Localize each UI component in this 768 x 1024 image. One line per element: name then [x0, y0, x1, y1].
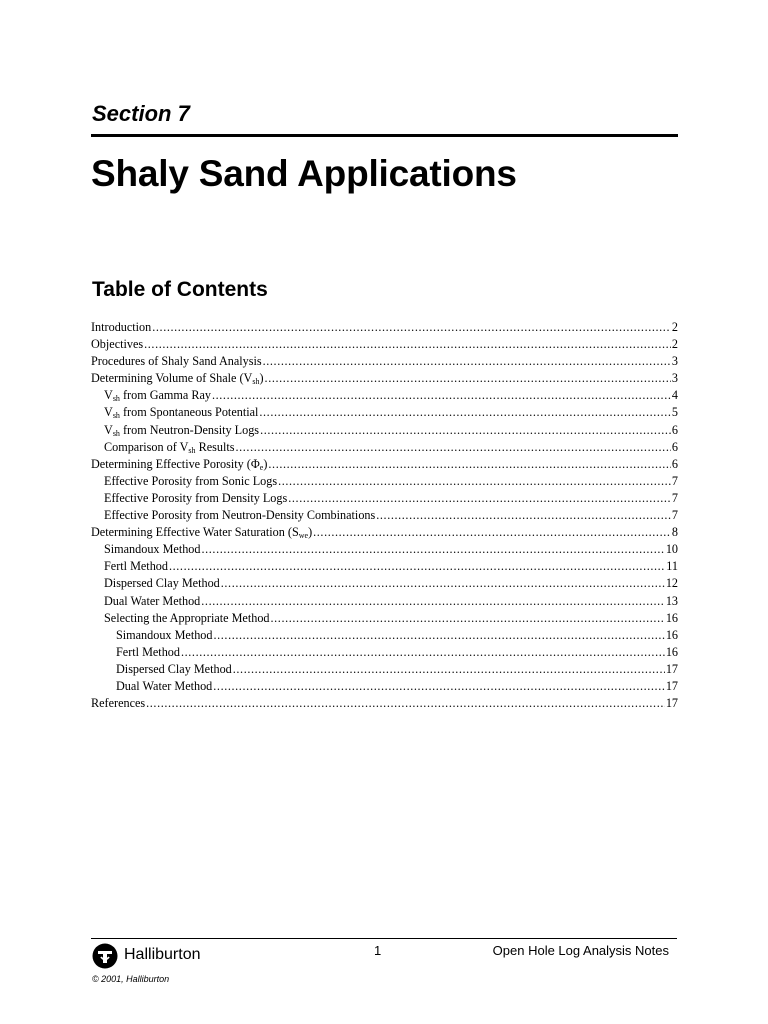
toc-page-number: 13: [665, 593, 678, 608]
copyright-notice: © 2001, Halliburton: [92, 974, 170, 984]
toc-entry-text: Introduction: [91, 320, 152, 334]
toc-page-number: 6: [671, 439, 678, 454]
toc-page-number: 11: [666, 559, 678, 574]
toc-entry-title: [104, 490, 287, 507]
toc-page-number: 17: [665, 696, 678, 711]
toc-entry-title: [104, 541, 200, 558]
toc-entry-text-suffix: from Neutron-Density Logs: [119, 422, 260, 437]
toc-entry[interactable]: [91, 678, 678, 695]
toc-page-number: 7: [671, 473, 678, 488]
toc-entry-text: Fertl Method: [104, 559, 168, 574]
toc-dot-leader: [201, 593, 665, 610]
toc-page-number: 2: [671, 320, 678, 334]
toc-entry[interactable]: [91, 661, 678, 678]
toc-entry-title: [104, 473, 277, 490]
toc-entry-text: Dispersed Clay Method: [104, 576, 220, 591]
toc-entry-subscript: sh: [188, 445, 196, 455]
toc-dot-leader: [288, 490, 671, 507]
toc-page-number: 4: [671, 388, 678, 403]
section-label: Section 7: [92, 101, 190, 126]
toc-entry-text: Dual Water Method: [116, 678, 213, 693]
toc-dot-leader: [263, 353, 671, 370]
toc-entry-title: [91, 456, 267, 473]
toc-entry-text-suffix: from Gamma Ray: [119, 388, 211, 403]
toc-page-number: 3: [671, 354, 678, 369]
toc-entry[interactable]: [91, 593, 678, 610]
toc-entry-text: Dual Water Method: [104, 593, 201, 608]
toc-entry[interactable]: [91, 473, 678, 490]
toc-entry-title: [104, 404, 258, 421]
toc-entry-title: [91, 336, 143, 353]
toc-page-number: 17: [665, 678, 678, 693]
toc-entry-text: Comparison of V: [104, 439, 189, 454]
toc-entry[interactable]: [91, 490, 678, 507]
toc-entry-title: [104, 387, 211, 404]
toc-dot-leader: [213, 627, 664, 644]
footer-rule: [91, 938, 677, 939]
toc-dot-leader: [278, 473, 671, 490]
toc-entry[interactable]: [91, 558, 678, 575]
toc-entry-text: Effective Porosity from Density Logs: [104, 490, 288, 505]
toc-entry-title: [91, 319, 151, 336]
toc-entry-title: [91, 353, 262, 370]
toc-entry-title: [91, 370, 264, 387]
toc-entry[interactable]: [91, 610, 678, 627]
toc-dot-leader: [260, 422, 671, 439]
toc-entry[interactable]: [91, 353, 678, 370]
toc-page-number: 7: [671, 490, 678, 505]
toc-dot-leader: [376, 507, 671, 524]
toc-entry-text: Selecting the Appropriate Method: [104, 610, 270, 625]
toc-entry[interactable]: [91, 524, 678, 541]
toc-dot-leader: [271, 610, 665, 627]
toc-entry-text: Fertl Method: [116, 644, 180, 659]
toc-dot-leader: [152, 319, 671, 336]
toc-dot-leader: [146, 695, 665, 712]
toc-heading: Table of Contents: [92, 278, 268, 301]
toc-entry-text-suffix: Results: [195, 439, 235, 454]
toc-dot-leader: [213, 678, 665, 695]
toc-entry-title: [104, 507, 375, 524]
toc-entry-title: [116, 678, 212, 695]
toc-entry-subscript: sh: [112, 411, 120, 421]
toc-entry-title: [104, 575, 220, 592]
toc-page-number: 17: [665, 661, 678, 676]
toc-entry[interactable]: [91, 387, 678, 404]
toc-entry-subscript: we: [298, 531, 309, 541]
toc-entry[interactable]: [91, 507, 678, 524]
toc-entry[interactable]: [91, 541, 678, 558]
title-rule: [91, 134, 678, 137]
toc-entry[interactable]: [91, 695, 678, 712]
toc-entry-text: Effective Porosity from Sonic Logs: [104, 473, 278, 488]
toc-entry[interactable]: [91, 404, 678, 421]
toc-page-number: 6: [671, 422, 678, 437]
toc-entry-title: [116, 644, 180, 661]
toc-page-number: 2: [671, 337, 678, 352]
toc-dot-leader: [181, 644, 665, 661]
toc-entry-text-suffix: ): [263, 456, 268, 471]
toc-entry-title: [104, 439, 234, 456]
toc-entry-title: [104, 593, 200, 610]
toc-entry[interactable]: [91, 456, 678, 473]
toc-entry-title: [116, 627, 212, 644]
toc-entry[interactable]: [91, 439, 678, 456]
toc-dot-leader: [144, 336, 671, 353]
toc-dot-leader: [268, 456, 671, 473]
toc-page-number: 3: [671, 371, 678, 386]
toc-page-number: 12: [665, 576, 678, 591]
toc-entry-text: V: [104, 422, 113, 437]
toc-entry-text: Dispersed Clay Method: [116, 661, 232, 676]
toc-entry-title: [104, 558, 168, 575]
toc-entry-title: [91, 695, 145, 712]
table-of-contents: [91, 319, 678, 712]
toc-entry-text: Determining Volume of Shale (V: [91, 371, 253, 386]
toc-dot-leader: [201, 541, 664, 558]
toc-entry-text: Determining Effective Water Saturation (S: [91, 525, 299, 540]
toc-page-number: 8: [671, 525, 678, 540]
toc-entry[interactable]: [91, 575, 678, 592]
toc-entry-text: References: [91, 696, 146, 711]
toc-entry-text-suffix: ): [308, 525, 313, 540]
toc-entry-title: [116, 661, 232, 678]
toc-entry-subscript: sh: [112, 428, 120, 438]
toc-entry-text: V: [104, 405, 113, 420]
toc-page-number: 16: [665, 610, 678, 625]
toc-entry-text: Simandoux Method: [116, 627, 213, 642]
toc-entry[interactable]: [91, 319, 678, 336]
toc-entry[interactable]: [91, 422, 678, 439]
company-name: Halliburton: [124, 946, 201, 963]
halliburton-logo-icon: [92, 943, 118, 969]
toc-entry-text: Determining Effective Porosity (Φ: [91, 456, 260, 471]
toc-entry-text: V: [104, 388, 113, 403]
toc-entry[interactable]: [91, 336, 678, 353]
toc-entry-subscript: sh: [112, 394, 120, 404]
toc-entry[interactable]: [91, 627, 678, 644]
toc-dot-leader: [169, 558, 665, 575]
toc-page-number: 16: [665, 644, 678, 659]
toc-entry-text: Simandoux Method: [104, 542, 201, 557]
toc-entry-subscript: e: [259, 462, 264, 472]
page-number: 1: [374, 943, 382, 958]
toc-entry-title: [91, 524, 312, 541]
toc-dot-leader: [313, 524, 671, 541]
toc-entry[interactable]: [91, 644, 678, 661]
toc-page-number: 10: [665, 542, 678, 557]
toc-entry[interactable]: [91, 370, 678, 387]
toc-page-number: 5: [671, 405, 678, 420]
toc-dot-leader: [235, 439, 670, 456]
toc-dot-leader: [212, 387, 671, 404]
toc-entry-text: Procedures of Shaly Sand Analysis: [91, 354, 262, 369]
toc-entry-text-suffix: from Spontaneous Potential: [119, 405, 259, 420]
toc-page-number: 7: [671, 508, 678, 523]
toc-entry-title: [104, 422, 259, 439]
page-title: Shaly Sand Applications: [91, 153, 517, 194]
toc-dot-leader: [233, 661, 665, 678]
toc-dot-leader: [259, 404, 671, 421]
toc-entry-text: Objectives: [91, 337, 144, 352]
toc-page-number: 16: [665, 627, 678, 642]
running-title: Open Hole Log Analysis Notes: [492, 943, 669, 958]
toc-entry-text: Effective Porosity from Neutron-Density Combinations: [104, 508, 376, 523]
toc-dot-leader: [221, 575, 665, 592]
toc-entry-subscript: sh: [252, 377, 260, 387]
toc-entry-title: [104, 610, 270, 627]
toc-dot-leader: [265, 370, 671, 387]
toc-page-number: 6: [671, 456, 678, 471]
toc-entry-text-suffix: ): [259, 371, 264, 386]
